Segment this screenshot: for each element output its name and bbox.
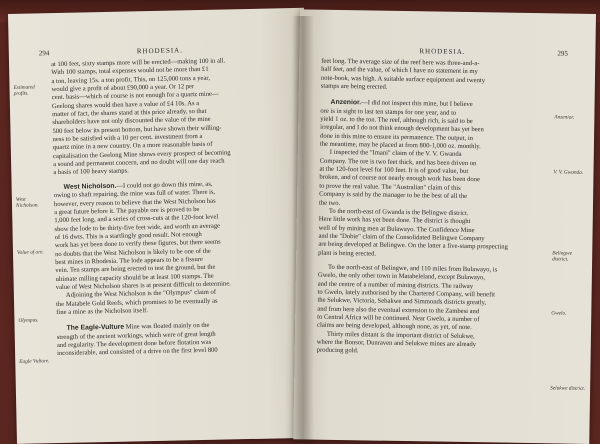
right-page bbox=[293, 9, 596, 444]
text-line: quartz mine in a new country. On a more reasonable basis of bbox=[52, 141, 213, 152]
text-line: best mines in Rhodesia. The lode appears to be a fissure bbox=[55, 255, 203, 266]
text-line: and regularity. The development done before flotation was bbox=[56, 338, 212, 350]
text-line: I inspected the "Imani" claim of the V. V. Gwanda bbox=[329, 149, 462, 159]
text-line: would give a profit of about £90,000 a year. Or 12 per bbox=[51, 83, 195, 94]
text-line: matter of fact, the shares stand at this price already, so that bbox=[52, 107, 207, 119]
text-line: broken, and of course not nearly enough work has been done bbox=[319, 174, 481, 184]
text-line: yield 1 oz. to the ton. The reef, although rich, is said to be bbox=[320, 115, 473, 126]
eagle-vulture-paragraph bbox=[57, 321, 288, 359]
text-line: fine a mine as the Nicholson itself. bbox=[56, 307, 149, 317]
text-line: of 16 dwts. This is a startlingly good result. Not enough bbox=[54, 230, 202, 241]
right-page-header: RHODESIA. bbox=[419, 47, 466, 56]
text-line: and the centre of a number of mining districts. The railway bbox=[317, 280, 474, 290]
geelong-paragraph bbox=[51, 56, 283, 178]
margin-note-west-nicholson: West Nicholson. bbox=[15, 196, 39, 209]
margin-note-selukwe-district: Selukwe district. bbox=[550, 385, 586, 392]
selukwe-paragraph bbox=[317, 330, 547, 359]
text-line: at the 120-foot level for 100 feet. It is of good value, but bbox=[319, 165, 469, 176]
text-line: a sound and permanent concern, and no doubt will one day reach bbox=[53, 157, 225, 169]
text-line: shareholders have not only discounted the value of the mine bbox=[52, 116, 211, 127]
text-line: owing to shaft repairing, the mine was full of water. There is, bbox=[53, 188, 216, 200]
text-line: Adjoining the West Nicholson is the "Olympus" claim of bbox=[65, 288, 217, 300]
text-line: the two. bbox=[318, 199, 341, 207]
margin-note-gwelo: Gwelo. bbox=[551, 310, 567, 317]
text-line: plant is being erected. bbox=[318, 249, 377, 258]
margin-note-value-of-ore: Value of ore. bbox=[16, 249, 44, 256]
text-line: the Matabele Gold Reefs, which promises to be eventually as bbox=[56, 297, 218, 308]
text-line: a ton, leaving 15s. a ton profit. This, on 125,000 tons a year, bbox=[51, 74, 211, 85]
text-line: stamps are being erected. bbox=[320, 82, 388, 91]
text-line: done in this mine to ensure its permanence. The output, in bbox=[319, 132, 474, 142]
margin-note-v-v-gwanda: V. V. Gwanda. bbox=[553, 169, 584, 176]
text-line: cent. basis—which of course is not enough for a quartz mine— bbox=[51, 90, 219, 102]
margin-note-olympus: Olympus. bbox=[18, 317, 39, 324]
text-line: note-book, was high. A suitable surface equipment and twenty bbox=[320, 74, 486, 84]
text-line: well of by mining men at Bulawayo. The Confidence Mine bbox=[318, 224, 475, 234]
text-line: to Central Africa will be continued. Near Gwelo, a number of bbox=[317, 313, 480, 324]
text-line: at 100 feet, sixty stamps more will be erected—making 100 in all. bbox=[50, 57, 226, 69]
text-line: work has yet been done to verify these figures, but there seems bbox=[54, 238, 221, 250]
text-line: show the lode to be thirty-five feet wide, and worth an average bbox=[54, 222, 221, 233]
text-line: a basis of 100 heavy stamps. bbox=[53, 167, 129, 177]
left-page-number: 294 bbox=[38, 49, 50, 58]
anzenior-paragraph bbox=[320, 99, 551, 153]
text-line: Thirty miles distant is the important district of Selukwe, bbox=[326, 330, 475, 340]
margin-note-anzenior: Anzenior. bbox=[554, 114, 575, 121]
text-line: the Selukwe, Victoria, Sebakwe and Simmonds districts greatly, bbox=[317, 296, 487, 307]
text-line: vein. Ten stamps are being erected to test the ground, but the bbox=[55, 263, 216, 275]
margin-note-estimated-profits: Estimated profits. bbox=[13, 84, 35, 97]
text-line: Company is said by the manager to be the best of all the bbox=[319, 190, 468, 201]
text-line: capitalisation the Geelong Mine shows every prospect of becoming bbox=[52, 149, 231, 160]
text-line: ore is in sight to last ten stamps for one year, and to bbox=[320, 107, 457, 117]
text-line: a great future before it. The payable ore is proved to be bbox=[54, 205, 200, 216]
west-nicholson-paragraph bbox=[54, 179, 286, 292]
text-line: 1,000 feet long, and a series of cross-cuts at the 120-foot level bbox=[54, 213, 219, 225]
text-line: and from here also the eventual extension to the Zambesi and bbox=[317, 305, 480, 315]
gwanda-paragraph bbox=[319, 149, 550, 211]
text-line: where the Bonsor, Dunraven and Selukwe mines are already bbox=[316, 338, 477, 349]
text-line: and the "Dobie" claim of the Consolidated Belingwe Company bbox=[318, 232, 485, 243]
text-line: Company. The ore is two feet thick, and has been driven on bbox=[319, 157, 477, 167]
text-line: Geelong shares would then have a value of £4 10s. As a bbox=[51, 99, 200, 110]
text-line: West Nicholson.—I could not go down this mine, as, bbox=[63, 180, 213, 191]
text-line: claims are being developed, although none, as yet, of note. bbox=[317, 321, 472, 332]
text-line: producing gold. bbox=[316, 346, 359, 355]
text-line: to Gwelo, lately authorised by the Chartered Company, will benefit bbox=[317, 288, 496, 299]
text-line: To the north-east of Belingwe, and 110 miles from Bulawayo, is bbox=[327, 263, 498, 274]
anzenior-heading: Anzenior. bbox=[330, 99, 362, 107]
margin-note-belingwe-district: Belingwe district. bbox=[552, 250, 572, 263]
text-line: to prove the real value. The "Australian" claim of this bbox=[319, 182, 461, 192]
text-line: feet long. The average size of the reef here was three-and-a- bbox=[321, 57, 480, 68]
text-line: Anzenior.—I did not inspect this mine, but I believe bbox=[330, 99, 473, 109]
text-line: Here little work has yet been done. The district is thought bbox=[318, 215, 471, 226]
eagle-vulture-heading: The Eagle-Vulture bbox=[66, 323, 125, 333]
gwelo-paragraph bbox=[317, 264, 548, 334]
left-page-header: RHODESIA. bbox=[136, 46, 184, 56]
continuation-paragraph bbox=[321, 58, 551, 95]
text-line: Gwelo, the only other town in Matabeleland, except Bulawayo, bbox=[317, 271, 486, 282]
text-line: To the north-east of Gwanda is the Belingwe district. bbox=[328, 207, 469, 217]
left-page bbox=[8, 8, 313, 444]
text-line: strength of the ancient workings, which were of great length bbox=[56, 330, 216, 341]
text-line: no doubts that the West Nicholson is likely to be one of the bbox=[54, 247, 211, 258]
text-line: 500 feet below its present bottom, but have shown their willing- bbox=[52, 124, 222, 135]
text-line: however, every reason to believe that the West Nicholson has bbox=[53, 197, 216, 208]
text-line: ultimate milling capacity should be at least 100 stamps. The bbox=[55, 272, 214, 283]
belingwe-paragraph bbox=[318, 208, 549, 262]
right-page-number: 295 bbox=[557, 49, 568, 58]
text-line: ness to be satisfied with a 10 per cent. investment from a bbox=[52, 133, 203, 144]
book-gutter bbox=[292, 16, 314, 441]
text-line: half feet, and the value, of which I have no statement in my bbox=[321, 66, 478, 76]
text-line: The Eagle-Vulture Mine was floated mainly on the bbox=[66, 322, 210, 333]
left-body-text bbox=[51, 56, 287, 358]
text-line: value of West Nicholson shares is at present difficult to determine. bbox=[55, 280, 231, 291]
text-line: inconsiderable, and consisted of a drive on the first level 800 bbox=[57, 347, 218, 358]
west-nicholson-heading: West Nicholson. bbox=[63, 182, 117, 191]
text-line: are being developed at Belingwe. On the latter a five-stamp prospecting bbox=[318, 240, 508, 251]
text-line: irregular, and I do not think enough development has yet been bbox=[320, 124, 484, 134]
margin-note-eagle-vulture: Eagle Vulture. bbox=[19, 358, 50, 365]
text-line: With 100 stamps, total expenses would not be more than £1 bbox=[51, 66, 209, 77]
right-body-text bbox=[317, 58, 552, 359]
text-line: the meantime, may be placed at from 800-1,000 oz. monthly. bbox=[319, 140, 481, 151]
